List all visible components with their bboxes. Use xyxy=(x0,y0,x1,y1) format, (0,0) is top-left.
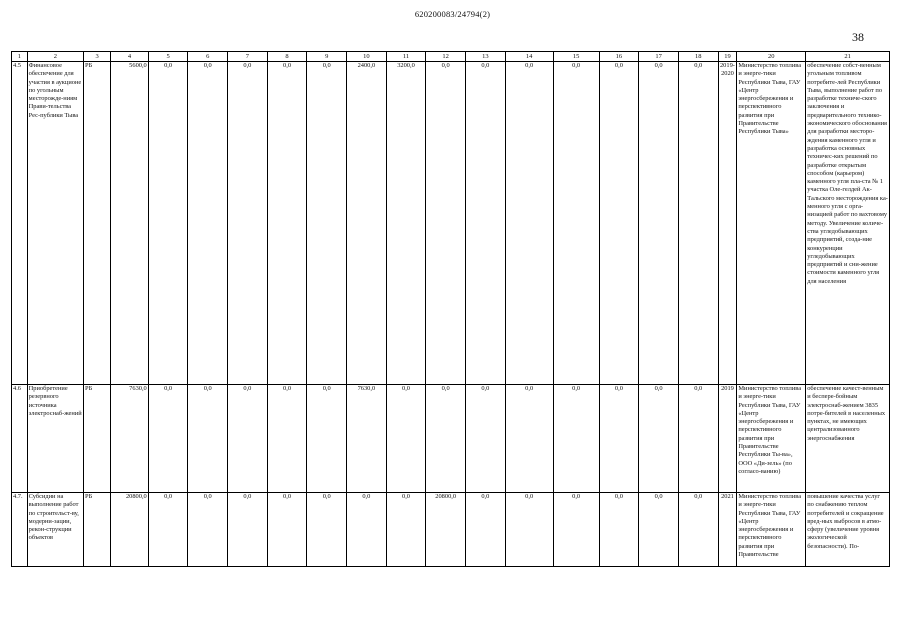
amount-cell: 0,0 xyxy=(553,385,599,493)
amount-cell: 0,0 xyxy=(639,493,679,567)
amount-cell: 0,0 xyxy=(553,493,599,567)
amount-cell: 0,0 xyxy=(599,385,639,493)
row-number: 4.6 xyxy=(12,385,28,493)
amount-cell: 0,0 xyxy=(639,62,679,385)
amount-cell: 0,0 xyxy=(599,493,639,567)
amount-cell: 0,0 xyxy=(599,62,639,385)
amount-cell: 0,0 xyxy=(267,385,307,493)
column-number: 20 xyxy=(737,52,806,62)
total-amount: 7630,0 xyxy=(111,385,149,493)
program-table xyxy=(11,51,890,567)
period-years: 2019-2020 xyxy=(718,62,737,385)
amount-cell: 0,0 xyxy=(307,493,347,567)
amount-cell: 0,0 xyxy=(148,385,188,493)
table-row xyxy=(12,385,890,493)
amount-cell: 0,0 xyxy=(466,385,506,493)
amount-cell: 0,0 xyxy=(678,62,718,385)
amount-cell: 0,0 xyxy=(188,493,228,567)
amount-cell: 0,0 xyxy=(553,62,599,385)
column-number: 16 xyxy=(599,52,639,62)
amount-cell: 0,0 xyxy=(347,493,387,567)
amount-cell: 0,0 xyxy=(505,493,553,567)
column-number: 21 xyxy=(806,52,890,62)
amount-cell: 0,0 xyxy=(466,493,506,567)
document-id: 620200083/24794(2) xyxy=(414,9,491,19)
amount-cell: 20800,0 xyxy=(426,493,466,567)
column-number: 12 xyxy=(426,52,466,62)
amount-cell: 0,0 xyxy=(307,385,347,493)
column-number: 3 xyxy=(84,52,111,62)
amount-cell: 0,0 xyxy=(307,62,347,385)
funding-source: РБ xyxy=(84,62,111,385)
amount-cell: 0,0 xyxy=(228,62,268,385)
expected-results: обеспечение качест-венным и беспере-бойным электроснаб-жением 3835 потре-бителей в населенных пунктах, не имеющих централизованного энергоснабжения xyxy=(806,385,890,493)
amount-cell: 0,0 xyxy=(678,493,718,567)
column-number: 1 xyxy=(12,52,28,62)
responsible-executors: Министерство топлива и энерге-тики Республики Тыва, ГАУ «Центр энергосбережения и перспективного развития при Правительстве xyxy=(737,493,806,567)
amount-cell: 2400,0 xyxy=(347,62,387,385)
responsible-executors: Министерство топлива и энерге-тики Республики Тыва, ГАУ «Центр энергосбережения и перспективного развития при Правительстве Республики Тыва» xyxy=(737,62,806,385)
amount-cell: 0,0 xyxy=(678,385,718,493)
responsible-executors: Министерство топлива и энерге-тики Республики Тыва, ГАУ «Центр энергосбережения и перспективного развития при Правительстве Республики Ты-ва», ООО «Ди-зель» (по согласо-ванию) xyxy=(737,385,806,493)
amount-cell: 7630,0 xyxy=(347,385,387,493)
table-row xyxy=(12,493,890,567)
amount-cell: 0,0 xyxy=(386,385,426,493)
column-number: 4 xyxy=(111,52,149,62)
amount-cell: 0,0 xyxy=(466,62,506,385)
column-number: 18 xyxy=(678,52,718,62)
amount-cell: 0,0 xyxy=(267,493,307,567)
amount-cell: 0,0 xyxy=(188,62,228,385)
expected-results: повышение качества услуг по снабжению теплом потребителей и сокращение вред-ных выбросов в атмо-сферу (увеличение уровня экологической безопасности). По- xyxy=(806,493,890,567)
column-number: 19 xyxy=(718,52,737,62)
column-number: 11 xyxy=(386,52,426,62)
funding-source: РБ xyxy=(84,493,111,567)
page-number: 38 xyxy=(852,30,864,44)
column-number: 5 xyxy=(148,52,188,62)
amount-cell: 0,0 xyxy=(148,493,188,567)
column-number: 15 xyxy=(553,52,599,62)
period-years: 2019 xyxy=(718,385,737,493)
column-number: 14 xyxy=(505,52,553,62)
column-number: 17 xyxy=(639,52,679,62)
amount-cell: 0,0 xyxy=(505,62,553,385)
column-number: 2 xyxy=(27,52,83,62)
amount-cell: 0,0 xyxy=(228,385,268,493)
amount-cell: 0,0 xyxy=(228,493,268,567)
column-number: 9 xyxy=(307,52,347,62)
amount-cell: 0,0 xyxy=(267,62,307,385)
column-number: 7 xyxy=(228,52,268,62)
table-row xyxy=(12,62,890,385)
row-number: 4.7. xyxy=(12,493,28,567)
amount-cell: 0,0 xyxy=(148,62,188,385)
amount-cell: 0,0 xyxy=(188,385,228,493)
period-years: 2021 xyxy=(718,493,737,567)
total-amount: 5600,0 xyxy=(111,62,149,385)
activity-name: Субсидии на выполнение работ по строительст-ву, модерни-зации, рекон-струкции объектов xyxy=(27,493,83,567)
amount-cell: 3200,0 xyxy=(386,62,426,385)
column-number: 6 xyxy=(188,52,228,62)
column-number: 10 xyxy=(347,52,387,62)
expected-results: обеспечение собст-венным угольным топливом потребите-лей Республики Тыва, выполнение работ по разработке техниче-ского заключения и предварительного технико-экономического обоснования для разработки месторо-ждения каменного угля и разработка основных техничес-ких решений по разработке открытым способом (карьером) каменного угля пла-ста № 1 участка Оле-гелдей Ак-Тальского месторождения ка-менного угля с орга-низацией работ по вахтовому методу. Увеличение количе-ства угледобывающих предприятий, созда-ние конкуренции угледобывающих предприятий и сни-жение стоимости каменного угля для населения xyxy=(806,62,890,385)
column-number: 13 xyxy=(466,52,506,62)
amount-cell: 0,0 xyxy=(639,385,679,493)
activity-name: Финансовое обеспечение для участия в аукционе по угольным месторожде-ниям Прави-тельства Рес-публики Тыва xyxy=(27,62,83,385)
amount-cell: 0,0 xyxy=(505,385,553,493)
funding-source: РБ xyxy=(84,385,111,493)
activity-name: Приобретение резервного источника электроснаб-жений xyxy=(27,385,83,493)
total-amount: 20800,0 xyxy=(111,493,149,567)
amount-cell: 0,0 xyxy=(426,385,466,493)
amount-cell: 0,0 xyxy=(386,493,426,567)
column-number-row xyxy=(12,52,890,62)
column-number: 8 xyxy=(267,52,307,62)
amount-cell: 0,0 xyxy=(426,62,466,385)
row-number: 4.5 xyxy=(12,62,28,385)
